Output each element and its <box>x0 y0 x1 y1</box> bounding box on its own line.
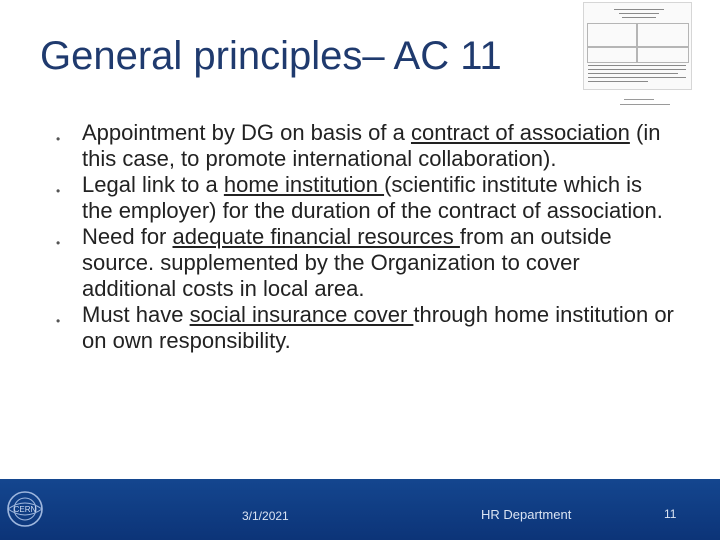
bullet-text: Appointment by DG on basis of a <box>82 120 411 145</box>
slide-title: General principles– AC 11 <box>40 34 502 78</box>
bullet-list <box>56 120 676 354</box>
underlined-term: home institution <box>223 172 385 197</box>
logo-text: CERN <box>13 505 37 514</box>
cern-logo-icon <box>5 489 45 529</box>
bullet-text: (scientific institute which is the employer) for the duration of the contract of association. <box>82 172 663 223</box>
bullet-text: (in this case, to promote international collaboration). <box>82 120 661 171</box>
footer-department: HR Department <box>481 507 572 522</box>
bullet-text: Must have <box>82 302 190 327</box>
bullet-dot-icon: • <box>56 184 61 198</box>
footer-bar <box>0 479 720 540</box>
bullet-item <box>56 172 676 224</box>
bullet-item <box>56 224 676 302</box>
bullet-text: Legal link to a <box>82 172 224 197</box>
underlined-term: social insurance cover <box>189 302 414 327</box>
bullet-dot-icon: • <box>56 314 61 328</box>
page-number: 11 <box>664 507 677 521</box>
bullet-item <box>56 302 676 354</box>
footer-date: 3/1/2021 <box>242 509 289 523</box>
bullet-text: from an outside source. supplemented by the Organization to cover additional costs in local area. <box>82 224 612 301</box>
bullet-text: through home institution or on own responsibility. <box>82 302 674 353</box>
underlined-term: adequate financial resources <box>172 224 460 249</box>
bullet-item <box>56 120 676 172</box>
underlined-term: contract of association <box>410 120 630 145</box>
document-thumbnail-image <box>583 2 692 90</box>
bullet-dot-icon: • <box>56 132 61 146</box>
document-reference-image <box>620 96 672 108</box>
bullet-dot-icon: • <box>56 236 61 250</box>
bullet-text: Need for <box>82 224 173 249</box>
